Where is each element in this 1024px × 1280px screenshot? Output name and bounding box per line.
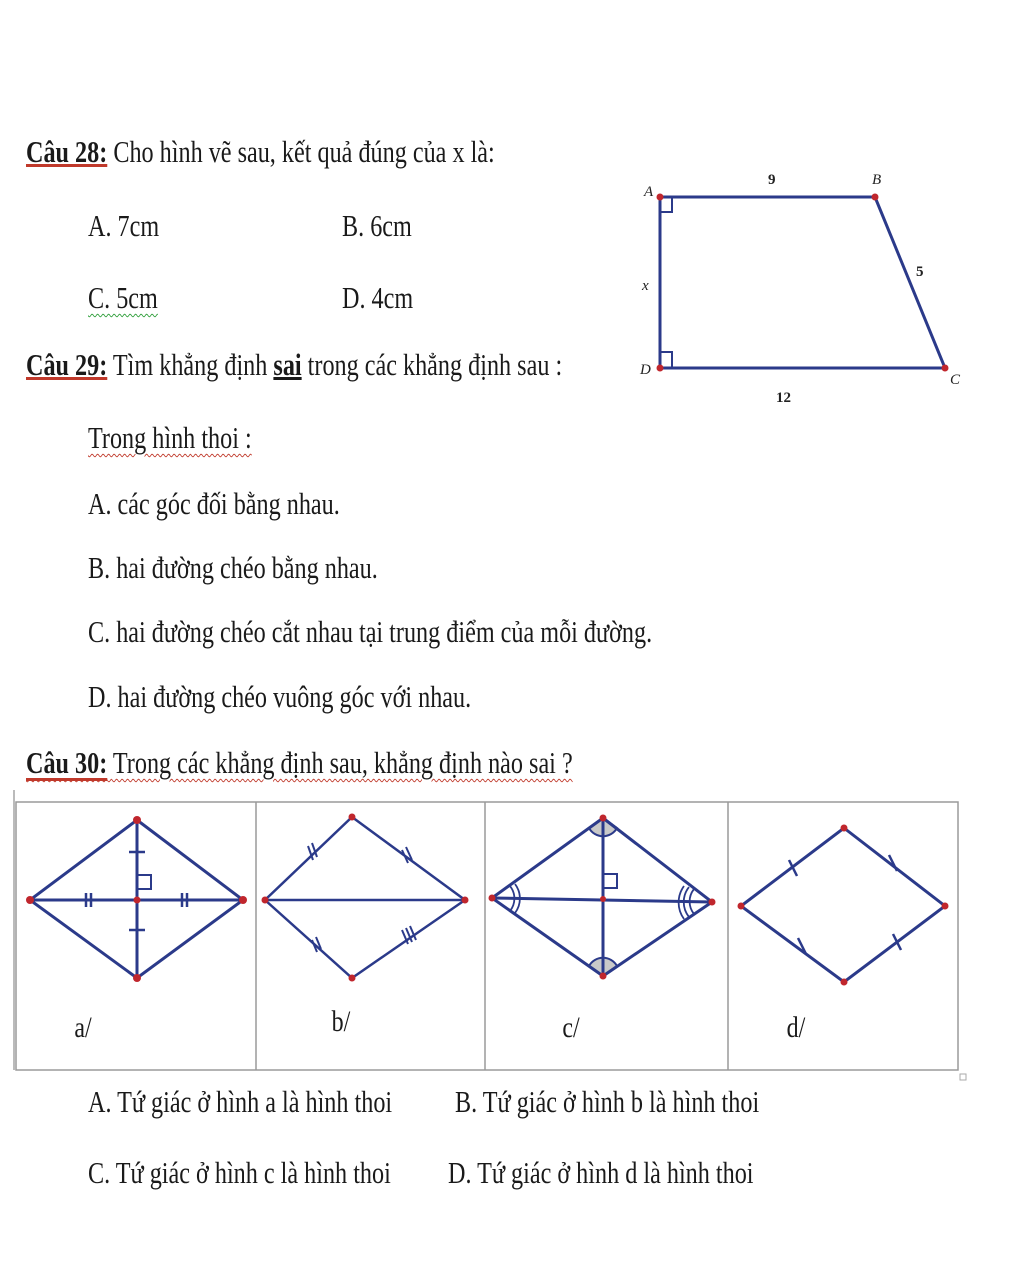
- q28-text: Cho hình vẽ sau, kết quả đúng của x là:: [107, 134, 495, 169]
- label-side-top: 9: [768, 172, 776, 188]
- q30-option-b: B. Tứ giác ở hình b là hình thoi: [455, 1084, 760, 1119]
- q29-intro: Trong hình thoi :: [88, 420, 252, 455]
- table-border: [16, 802, 958, 1070]
- q28-option-d: D. 4cm: [342, 280, 414, 315]
- q29-option-d: D. hai đường chéo vuông góc với nhau.: [88, 679, 472, 714]
- figure-d-label: d/: [786, 1011, 806, 1044]
- label-side-bottom: 12: [776, 390, 791, 406]
- figure-c-label: c/: [562, 1011, 580, 1044]
- figure-a-label: a/: [74, 1011, 92, 1044]
- q29-label: Câu 29:: [26, 347, 108, 382]
- label-b: B: [872, 172, 882, 188]
- q30-label: Câu 30:: [26, 745, 108, 780]
- q28-label: Câu 28:: [26, 134, 108, 169]
- q30-text: Trong các khẳng định sau, khẳng định nào sai ?: [107, 745, 573, 780]
- q28-option-c: C. 5cm: [88, 280, 158, 315]
- q29-text-after: trong các khẳng định sau :: [301, 347, 563, 382]
- q29-option-c: C. hai đường chéo cắt nhau tại trung điểm của mỗi đường.: [88, 614, 653, 649]
- label-a: A: [644, 184, 654, 200]
- q28-option-b: B. 6cm: [342, 208, 412, 243]
- label-side-x: x: [642, 278, 649, 294]
- q28-option-a: A. 7cm: [88, 208, 160, 243]
- figure-b: [265, 817, 465, 978]
- q30-option-d: D. Tứ giác ở hình d là hình thoi: [448, 1155, 754, 1190]
- q30-option-c: C. Tứ giác ở hình c là hình thoi: [88, 1155, 391, 1190]
- figure-b-label: b/: [331, 1005, 351, 1038]
- q29-text-before: Tìm khẳng định: [107, 347, 274, 382]
- q29-option-b: B. hai đường chéo bằng nhau.: [88, 550, 378, 585]
- figure-d: [741, 828, 945, 982]
- label-d: D: [640, 362, 651, 378]
- q29-text-emph: sai: [273, 347, 302, 382]
- label-c: C: [950, 372, 961, 388]
- q30-option-a: A. Tứ giác ở hình a là hình thoi: [88, 1084, 393, 1119]
- q29-option-a: A. các góc đối bằng nhau.: [88, 486, 340, 521]
- label-side-bc: 5: [916, 264, 924, 280]
